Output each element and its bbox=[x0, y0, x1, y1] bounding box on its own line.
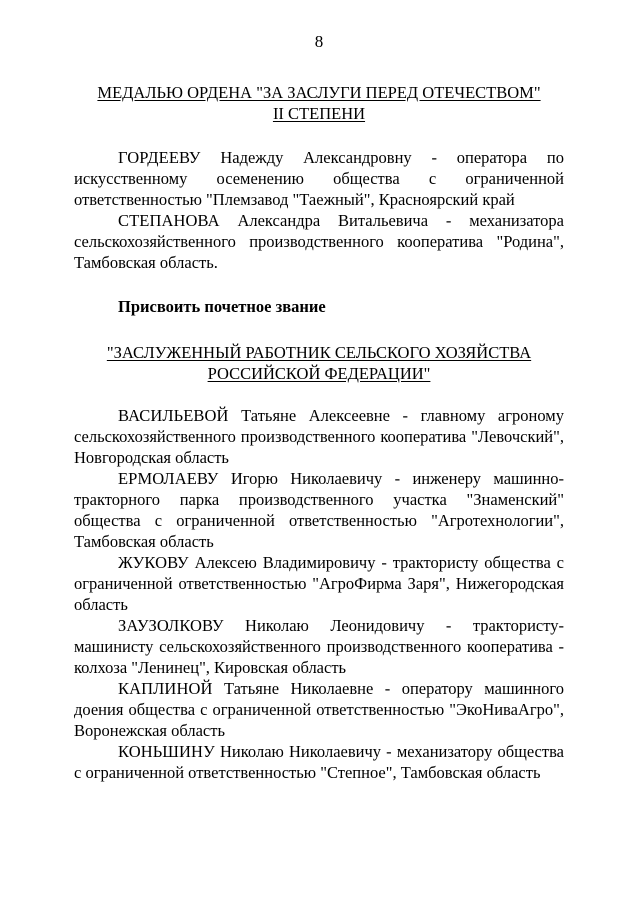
award-title-line: "ЗАСЛУЖЕННЫЙ РАБОТНИК СЕЛЬСКОГО ХОЗЯЙСТВА bbox=[106, 343, 532, 362]
page-number: 8 bbox=[314, 32, 324, 51]
recipient-surname: ГОРДЕЕВУ bbox=[118, 148, 201, 167]
recipient-entry bbox=[74, 552, 564, 615]
recipient-details: Николаю Леонидовичу - трактористу-машинисту сельскохозяйственного производственного кооператива - колхоза "Ленинец", Кировская область bbox=[74, 616, 564, 677]
award-recipients-list-medal bbox=[74, 147, 564, 273]
award-title-medal bbox=[74, 82, 564, 124]
recipient-entry bbox=[74, 210, 564, 273]
recipient-details: Алексею Владимировичу - трактористу общества с ограниченной ответственностью "АгроФирма Заря", Нижегородская область bbox=[74, 553, 564, 614]
recipient-surname: КОНЬШИНУ bbox=[118, 742, 215, 761]
recipient-entry bbox=[74, 405, 564, 468]
recipient-entry bbox=[74, 615, 564, 678]
recipient-details: Николаю Николаевичу - механизатору общества с ограниченной ответственностью "Степное", Тамбовская область bbox=[74, 742, 564, 782]
award-title-line: МЕДАЛЬЮ ОРДЕНА "ЗА ЗАСЛУГИ ПЕРЕД ОТЕЧЕСТВОМ" bbox=[97, 83, 541, 102]
recipient-surname: ЕРМОЛАЕВУ bbox=[118, 469, 219, 488]
recipient-surname: ВАСИЛЬЕВОЙ bbox=[118, 406, 229, 425]
recipient-details: Игорю Николаевичу - инженеру машинно-тракторного парка производственного участка "Знаменский" общества с ограниченной ответственностью "Агротехнологии", Тамбовская область bbox=[74, 469, 564, 551]
award-recipients-list-honorary bbox=[74, 405, 564, 783]
recipient-entry bbox=[74, 468, 564, 552]
recipient-details: Татьяне Николаевне - оператору машинного доения общества с ограниченной ответственностью "ЭкоНиваАгро", Воронежская область bbox=[74, 679, 564, 740]
award-title-line: II СТЕПЕНИ bbox=[272, 104, 366, 123]
recipient-surname: ЗАУЗОЛКОВУ bbox=[118, 616, 224, 635]
assign-title-heading: Присвоить почетное звание bbox=[118, 297, 326, 316]
award-title-honorary bbox=[74, 342, 564, 384]
recipient-details: Надежду Александровну - оператора по искусственному осеменению общества с ограниченной ответственностью "Племзавод "Таежный", Красноярский край bbox=[74, 148, 564, 209]
recipient-entry bbox=[74, 741, 564, 783]
recipient-surname: КАПЛИНОЙ bbox=[118, 679, 213, 698]
recipient-details: Александра Витальевича - механизатора сельскохозяйственного производственного кооператива "Родина", Тамбовская область. bbox=[74, 211, 564, 272]
recipient-entry bbox=[74, 678, 564, 741]
award-title-line: РОССИЙСКОЙ ФЕДЕРАЦИИ" bbox=[207, 364, 431, 383]
recipient-surname: СТЕПАНОВА bbox=[118, 211, 220, 230]
recipient-details: Татьяне Алексеевне - главному агроному сельскохозяйственного производственного кооператива "Левочский", Новгородская область bbox=[74, 406, 564, 467]
recipient-surname: ЖУКОВУ bbox=[118, 553, 189, 572]
recipient-entry bbox=[74, 147, 564, 210]
